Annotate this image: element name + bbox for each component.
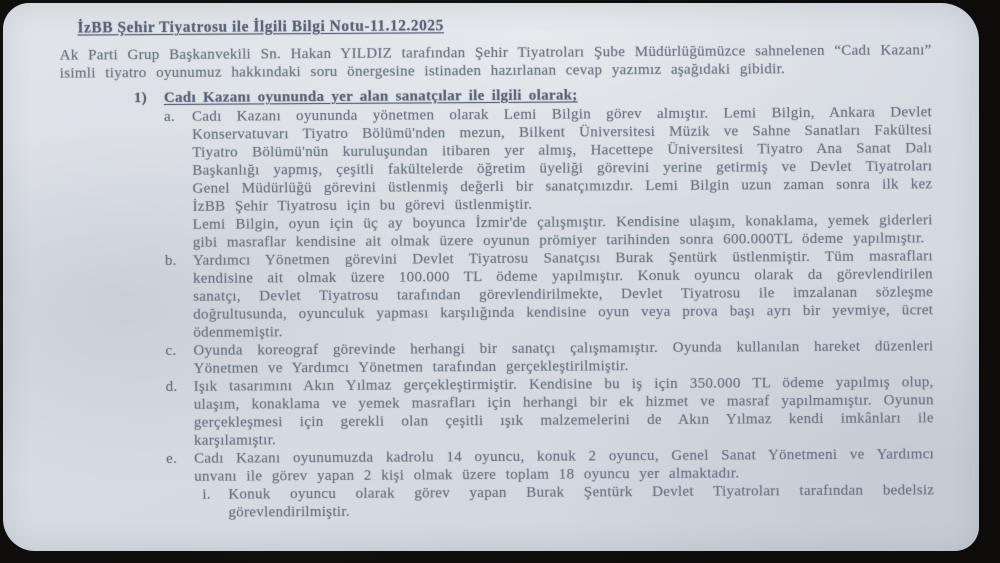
list-subitem-i-body <box>228 481 934 521</box>
list-item-e-body <box>194 445 934 486</box>
document-page <box>3 3 979 551</box>
list-item-b <box>165 247 934 342</box>
section-1 <box>134 84 935 522</box>
list-subitem-i <box>202 481 934 521</box>
list-subitem-i-paragraph: Konuk oyuncu olarak görev yapan Burak Şentürk Devlet Tiyatroları tarafından bedelsiz görevlendirilmiştir. <box>228 482 935 521</box>
document-content <box>1 0 980 554</box>
section-1-title: Cadı Kazanı oyununda yer alan sanatçılar ile ilgili olarak; <box>163 87 578 106</box>
list-item-b-marker: b. <box>164 252 177 269</box>
list-item-e-paragraph: Cadı Kazanı oyunumuzda kadrolu 14 oyuncu, konuk 2 oyuncu, Genel Sanat Yönetmeni ve Yardımcı unvanı ile görev yapan 2 kişi olmak üzere toplam 18 oyuncu yer almaktadır. <box>194 446 935 485</box>
list-item-d-paragraph: Işık tasarımını Akın Yılmaz gerçekleştirmiştir. Kendisine bu iş için 350.000 TL ödeme yapılmış olup, ulaşım, konaklama ve yemek masrafları için herhangi bir ek hizmet ve masraf yapılmamıştır. Oyunun gerçekleşmesi için gerekli olan çeşitli ışık malzemelerini de Akın Yılmaz kendi imkânları ile karşılamıştır. <box>193 374 934 449</box>
list-item-b-body <box>193 247 934 342</box>
list-item-b-paragraph: Yardımcı Yönetmen görevini Devlet Tiyatrosu Sanatçısı Burak Şentürk üstlenmiştir. Tüm masrafları kendisine ait olmak üzere 100.000 TL ödeme yapılmıştır. Konuk oyuncu olarak da görevlendirilen sanatçı, Devlet Tiyatrosu tarafından görevlendirilmekte, Devlet Tiyatrosu ile imzalanan sözleşme doğrultusunda, oyunculuk yapması karşılığında kendisine oyun veya prova başı ayrı bir yevmiye, ücret ödenmemiştir. <box>192 248 934 341</box>
list-item-c-paragraph: Oyunda koreograf görevinde herhangi bir sanatçı çalışmamıştır. Oyunda kullanılan hareket düzenleri Yönetmen ve Yardımcı Yönetmen tarafından gerçekleştirilmiştir. <box>193 338 934 377</box>
intro-paragraph: Ak Parti Grup Başkanvekili Sn. Hakan YILDIZ tarafından Şehir Tiyatroları Şube Müdürlüğümüzce sahnelenen “Cadı Kazanı” isimli tiyatro oyunumuz hakkındaki soru önergesine istinaden hazırlanan cevap yazımız aşağıdaki gibidir. <box>59 42 932 82</box>
list-item-a-marker: a. <box>163 108 176 125</box>
list-item-d-body <box>194 373 934 450</box>
list-item-c <box>165 337 933 378</box>
list-item-a <box>164 103 933 252</box>
list-item-e <box>166 445 934 486</box>
list-item-c-body <box>193 337 933 378</box>
section-1-marker: 1) <box>133 90 148 107</box>
list-item-a-paragraph-2: Lemi Bilgin, oyun için üç ay boyunca İzmir'de çalışmıştır. Kendisine ulaşım, konaklama, yemek giderleri gibi masraflar kendisine ait olmak üzere oyunun prömiyer tarihinden sonra 600.000TL ödeme yapılmıştır. <box>192 212 933 251</box>
list-item-c-marker: c. <box>165 342 177 359</box>
list-item-a-body <box>192 103 933 252</box>
list-item-d <box>166 373 934 450</box>
document-title: İzBB Şehir Tiyatrosu ile İlgili Bilgi Notu-11.12.2025 <box>77 17 444 37</box>
list-item-a-paragraph-1: Cadı Kazanı oyununda yönetmen olarak Lemi Bilgin görev almıştır. Lemi Bilgin, Ankara Devlet Konservatuvarı Tiyatro Bölümü'nden mezun, Bilkent Üniversitesi Müzik ve Sahne Sanatları Fakültesi Tiyatro Bölümü'nün kuruluşundan itibaren yer almış, Hacettepe Üniversitesi Tiyatro Ana Sanat Dalı Başkanlığı yapmış, çeşitli fakültelerde öğretim üyeliği görevini yerine getirmiş ve Devlet Tiyatroları Genel Müdürlüğü görevini üstlenmiş değerli bir sanatçımızdır. Lemi Bilgin uzun zaman sonra ilk kez İzBB Şehir Tiyatrosu için bu görevi üstlenmiştir. <box>191 104 933 215</box>
list-subitem-i-marker: i. <box>202 486 211 503</box>
list-item-d-marker: d. <box>165 378 178 395</box>
list-item-e-marker: e. <box>166 450 178 467</box>
